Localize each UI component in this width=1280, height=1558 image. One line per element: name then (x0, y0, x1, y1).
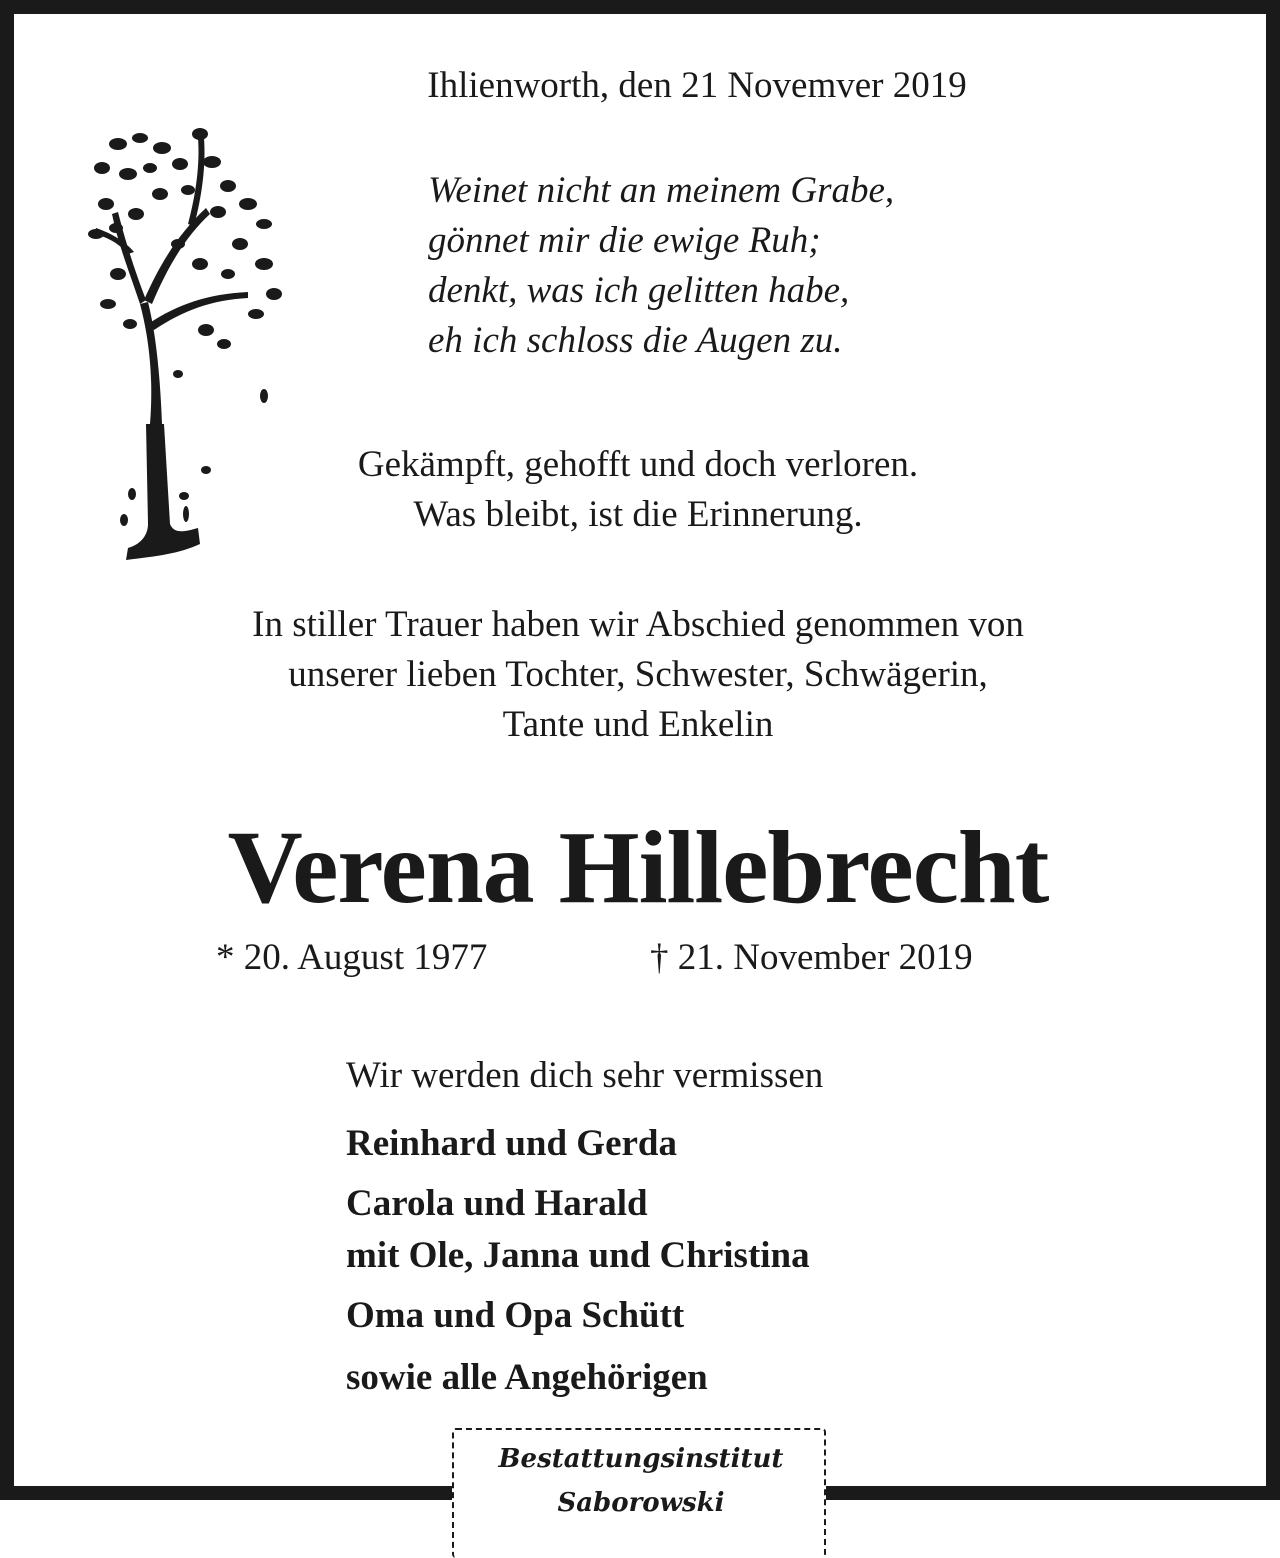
deceased-name: Verena Hillebrecht (227, 810, 1049, 925)
mourning-line: In stiller Trauer haben wir Abschied genommen von (252, 604, 1024, 645)
mourning-text (0, 600, 1276, 750)
stamp-line: Bestattungsinstitut (498, 1444, 784, 1474)
family-line: Reinhard und Gerda (346, 1123, 678, 1164)
birth-date: * 20. August 1977 (216, 937, 488, 978)
place-date: Ihlienworth, den 21 Novemver 2019 (427, 65, 967, 106)
death-date: † 21. November 2019 (650, 937, 973, 978)
quote-line: Gekämpft, gehofft und doch verloren. (357, 444, 919, 485)
funeral-home-stamp (452, 1428, 826, 1558)
family-line: sowie alle Angehörigen (346, 1357, 708, 1398)
poem-line: gönnet mir die ewige Ruh; (428, 220, 821, 261)
poem-line: denkt, was ich gelitten habe, (428, 270, 850, 311)
mourning-line: unserer lieben Tochter, Schwester, Schwägerin, (288, 654, 988, 695)
poem-line: Weinet nicht an meinem Grabe, (428, 170, 895, 211)
family-line: Oma und Opa Schütt (346, 1295, 685, 1336)
poem (428, 166, 894, 366)
poem-line: eh ich schloss die Augen zu. (428, 320, 843, 361)
miss-line: Wir werden dich sehr vermissen (346, 1055, 824, 1096)
mourning-line: Tante und Enkelin (502, 704, 774, 745)
stamp-line: Saborowski (557, 1488, 725, 1518)
family-line: mit Ole, Janna und Christina (346, 1235, 810, 1276)
quote (0, 440, 1276, 540)
family-line: Carola und Harald (346, 1183, 648, 1224)
quote-line: Was bleibt, ist die Erinnerung. (413, 494, 863, 535)
